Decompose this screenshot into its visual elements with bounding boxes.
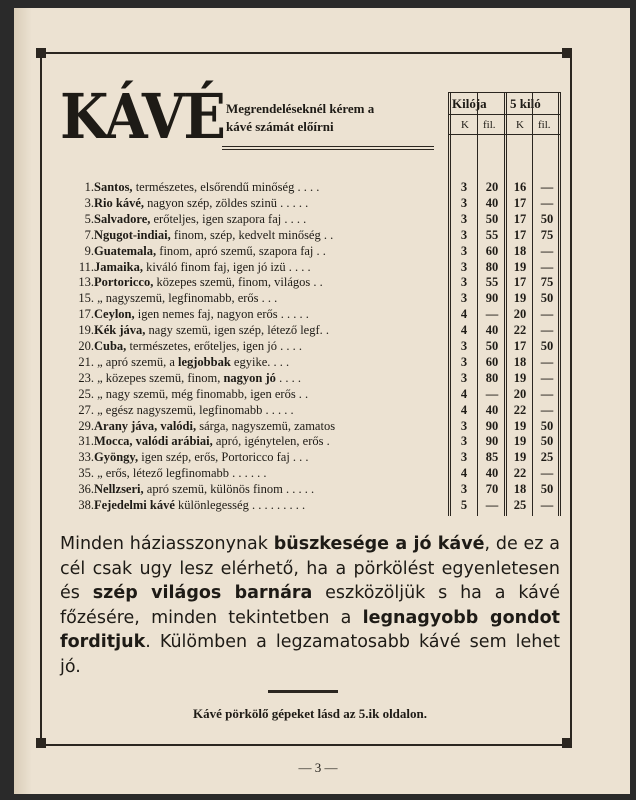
page-title: KÁVÉ: [60, 80, 225, 153]
price-k1: 3: [460, 180, 468, 194]
row-name: Arany jáva, valódi,: [94, 418, 197, 433]
price-k1: 4: [460, 323, 468, 338]
table-row: [68, 244, 326, 259]
price-k5: 19: [513, 370, 527, 385]
table-row: [68, 434, 330, 449]
row-name: Ngugot-indiai,: [94, 227, 171, 242]
row-desc2: . . . .: [275, 370, 301, 385]
table-row: [68, 371, 301, 386]
row-num: 15.: [78, 291, 94, 306]
table-row: [68, 307, 309, 322]
price-f1: 70: [485, 482, 499, 497]
row-desc: finom, apró szemű, szapora faj . .: [156, 243, 326, 258]
price-f5: —: [540, 195, 554, 210]
row-desc: igen nemes faj, nagyon erős . . . . .: [134, 307, 309, 322]
table-row: [68, 323, 329, 338]
price-f1: 80: [485, 259, 499, 274]
price-f5: —: [540, 243, 554, 258]
price-k5: 17: [513, 339, 527, 353]
row-name: Fejedelmi kávé: [94, 498, 175, 512]
row-num: 31.: [78, 434, 94, 449]
price-k1: 5: [460, 498, 468, 512]
price-f1: 55: [485, 227, 499, 242]
price-k5: 19: [513, 259, 527, 274]
advice-paragraph: [60, 532, 560, 679]
row-name: Mocca, valódi arábiai,: [94, 434, 213, 449]
price-k1: 3: [460, 482, 468, 497]
subheader-k-1: K: [461, 119, 469, 131]
table-row: [68, 291, 277, 306]
price-f1: 90: [485, 434, 499, 449]
header-5-kilo: 5 kiló: [510, 96, 541, 111]
row-name: Gyöngy,: [94, 450, 139, 465]
row-desc: apró, igénytelen, erős .: [212, 434, 330, 449]
row-desc: finom, szép, kedvelt minőség . .: [170, 227, 334, 242]
row-desc: erőteljes, igen szapora faj . . . .: [150, 211, 307, 226]
table-row: [68, 212, 306, 227]
price-f1: 90: [485, 418, 499, 433]
price-f5: —: [540, 259, 554, 274]
row-desc: különlegesség . . . . . . . . .: [174, 498, 306, 512]
row-num: 33.: [78, 450, 94, 465]
price-k5: 18: [513, 482, 527, 497]
table-row: [68, 450, 309, 465]
row-desc: természetes, elsőrendű minőség . . . .: [132, 180, 320, 194]
row-desc: „ nagyszemü, legfinomabb, erős . . .: [94, 291, 278, 306]
price-k5: 19: [513, 418, 527, 433]
price-k1: 3: [460, 291, 468, 306]
price-f5: —: [540, 180, 554, 194]
price-f1: 50: [485, 211, 499, 226]
order-instruction: [226, 100, 434, 136]
row-desc: sárga, nagyszemü, zamatos: [196, 418, 336, 433]
price-f5: 50: [540, 291, 554, 306]
table-row: [68, 180, 319, 195]
price-f5: 50: [540, 211, 554, 226]
paragraph-text-1: Minden háziasszonynak: [60, 534, 274, 554]
paragraph-bold-3: legnagyobb gondot forditjuk: [60, 607, 560, 652]
price-f5: —: [540, 498, 554, 512]
table-row: [68, 228, 333, 243]
price-f1: 40: [485, 466, 499, 481]
header-kiloja: Kilója: [452, 96, 487, 111]
table-row: [68, 260, 311, 275]
row-desc: „ apró szemü, a: [94, 354, 178, 369]
price-k1: 4: [460, 402, 468, 417]
price-f5: 75: [540, 275, 554, 290]
price-f1: 55: [485, 275, 499, 290]
row-num: 25.: [78, 386, 94, 401]
table-row: [68, 355, 289, 370]
price-k5: 19: [513, 434, 527, 449]
price-f1: 90: [485, 291, 499, 306]
row-desc2: egyike. . . .: [230, 354, 290, 369]
price-k1: 3: [460, 195, 468, 210]
price-f1: —: [485, 498, 499, 512]
table-row: [68, 339, 302, 354]
price-k5: 22: [513, 323, 527, 338]
subheader-fil-1: fil.: [483, 119, 496, 131]
price-k1: 4: [460, 307, 468, 322]
row-desc: „ erős, létező legfinomabb . . . . . .: [94, 466, 267, 481]
price-f5: 50: [540, 482, 554, 497]
row-num: 29.: [78, 418, 94, 433]
row-num: 23.: [78, 370, 94, 385]
row-hl: legjobbak: [178, 354, 231, 369]
row-name: Ceylon,: [94, 307, 135, 322]
price-k5: 17: [513, 211, 527, 226]
price-k5: 19: [513, 291, 527, 306]
price-k5: 22: [513, 466, 527, 481]
price-k1: 3: [460, 370, 468, 385]
row-desc: kiváló finom faj, igen jó izü . . . .: [142, 259, 311, 274]
row-name: Rio kávé,: [94, 195, 144, 210]
table-row: [68, 275, 323, 290]
roaster-note: Kávé pörkölő gépeket lásd az 5.ik oldalon.: [192, 706, 428, 721]
row-num: 13.: [78, 275, 94, 290]
row-num: 38.: [78, 498, 94, 512]
price-f1: 40: [485, 402, 499, 417]
price-k1: 3: [460, 211, 468, 226]
paragraph-bold-1: büszkesége a jó kávé: [273, 534, 485, 554]
price-f5: —: [540, 307, 554, 322]
price-k1: 3: [460, 339, 468, 353]
row-name: Guatemala,: [94, 243, 157, 258]
page-spine: [14, 8, 32, 794]
price-k5: 16: [513, 180, 527, 194]
price-f1: 20: [485, 180, 499, 194]
price-f1: —: [485, 386, 499, 401]
price-f5: 50: [540, 434, 554, 449]
price-k1: 3: [460, 354, 468, 369]
table-row: [68, 482, 314, 497]
table-row: [68, 498, 305, 513]
price-f1: 60: [485, 354, 499, 369]
instruction-underline: [222, 146, 434, 150]
row-desc: nagy szemü, igen szép, létező legf. .: [145, 323, 330, 338]
row-desc: „ egész nagyszemü, legfinomabb . . . . .: [94, 402, 294, 417]
price-f1: 50: [485, 339, 499, 353]
row-num: 36.: [78, 482, 94, 497]
price-k1: 3: [460, 434, 468, 449]
price-f5: 50: [540, 418, 554, 433]
price-f5: 50: [540, 339, 554, 353]
price-k5: 18: [513, 354, 527, 369]
row-num: 11.: [78, 259, 94, 274]
price-k1: 3: [460, 418, 468, 433]
price-k5: 19: [513, 450, 527, 465]
row-num: 27.: [78, 402, 94, 417]
price-f1: 40: [485, 195, 499, 210]
price-f5: —: [540, 402, 554, 417]
table-row: [68, 466, 267, 481]
price-k1: 3: [460, 275, 468, 290]
price-f1: 60: [485, 243, 499, 258]
price-k1: 3: [460, 259, 468, 274]
row-num: 7.: [84, 227, 94, 242]
price-k1: 3: [460, 450, 468, 465]
row-name: Kék jáva,: [94, 323, 146, 338]
row-desc: „ közepes szemü, finom,: [94, 370, 224, 385]
row-desc: nagyon szép, zöldes szinü . . . . .: [144, 195, 309, 210]
instruction-line-2: kávé számát előírni: [226, 119, 334, 134]
price-k1: 4: [460, 466, 468, 481]
row-name: Nellzseri,: [94, 482, 144, 497]
row-num: 1.: [84, 180, 94, 194]
price-k5: 22: [513, 402, 527, 417]
row-num: 19.: [78, 323, 94, 338]
price-k1: 4: [460, 386, 468, 401]
table-row: [68, 403, 294, 418]
price-f5: —: [540, 466, 554, 481]
row-hl: nagyon jó: [223, 370, 276, 385]
price-k5: 18: [513, 243, 527, 258]
row-desc: közepes szemü, finom, világos . .: [153, 275, 323, 290]
paragraph-text-4: . Külömben a legzamatosabb kávé sem lehet jó.: [60, 632, 560, 677]
row-num: 3.: [84, 195, 94, 210]
page-number: — 3 —: [298, 760, 338, 775]
row-desc: természetes, erőteljes, igen jó . . . .: [126, 339, 302, 353]
paragraph-text-2: , de ez a cél csak ugy lesz elérhető, ha a pörkölést egyenletesen és: [60, 534, 560, 603]
frame-corner-top-left: [36, 48, 46, 58]
instruction-line-1: Megrendeléseknél kérem a: [226, 101, 375, 116]
table-row: [68, 387, 308, 402]
table-row: [68, 196, 308, 211]
note-separator: [268, 690, 338, 693]
price-k5: 25: [513, 498, 527, 512]
row-name: Portoricco,: [94, 275, 154, 290]
row-desc: igen szép, erős, Portoricco faj . . .: [138, 450, 309, 465]
price-k1: 3: [460, 227, 468, 242]
row-name: Jamaika,: [94, 259, 143, 274]
row-num: 20.: [78, 339, 94, 353]
price-f1: 80: [485, 370, 499, 385]
price-f5: —: [540, 370, 554, 385]
frame-corner-bottom-left: [36, 738, 46, 748]
price-f5: —: [540, 386, 554, 401]
price-f5: —: [540, 354, 554, 369]
price-f1: 40: [485, 323, 499, 338]
price-f1: —: [485, 307, 499, 322]
price-k5: 17: [513, 275, 527, 290]
price-f5: 25: [540, 450, 554, 465]
price-f1: 85: [485, 450, 499, 465]
price-k5: 20: [513, 307, 527, 322]
row-num: 17.: [78, 307, 94, 322]
table-row: [68, 419, 335, 434]
row-num: 35.: [78, 466, 94, 481]
row-num: 9.: [84, 243, 94, 258]
price-f5: —: [540, 323, 554, 338]
row-desc: „ nagy szemü, még finomabb, igen erős . .: [94, 386, 309, 401]
row-name: Cuba,: [94, 339, 127, 353]
row-name: Santos,: [94, 180, 133, 194]
price-k5: 17: [513, 195, 527, 210]
paragraph-bold-2: szép világos barnára: [92, 583, 313, 603]
paragraph-text-3: eszközöljük s ha a kávé főzésére, minden tekintetben a: [60, 583, 560, 628]
row-name: Salvadore,: [94, 211, 151, 226]
row-num: 21.: [78, 354, 94, 369]
price-f5: 75: [540, 227, 554, 242]
row-desc: apró szemü, különös finom . . . . .: [143, 482, 315, 497]
frame-corner-top-right: [562, 48, 572, 58]
price-k1: 3: [460, 243, 468, 258]
price-k5: 17: [513, 227, 527, 242]
subheader-k-5: K: [516, 119, 524, 131]
frame-corner-bottom-right: [562, 738, 572, 748]
row-num: 5.: [84, 211, 94, 226]
price-k5: 20: [513, 386, 527, 401]
subheader-fil-5: fil.: [538, 119, 551, 131]
